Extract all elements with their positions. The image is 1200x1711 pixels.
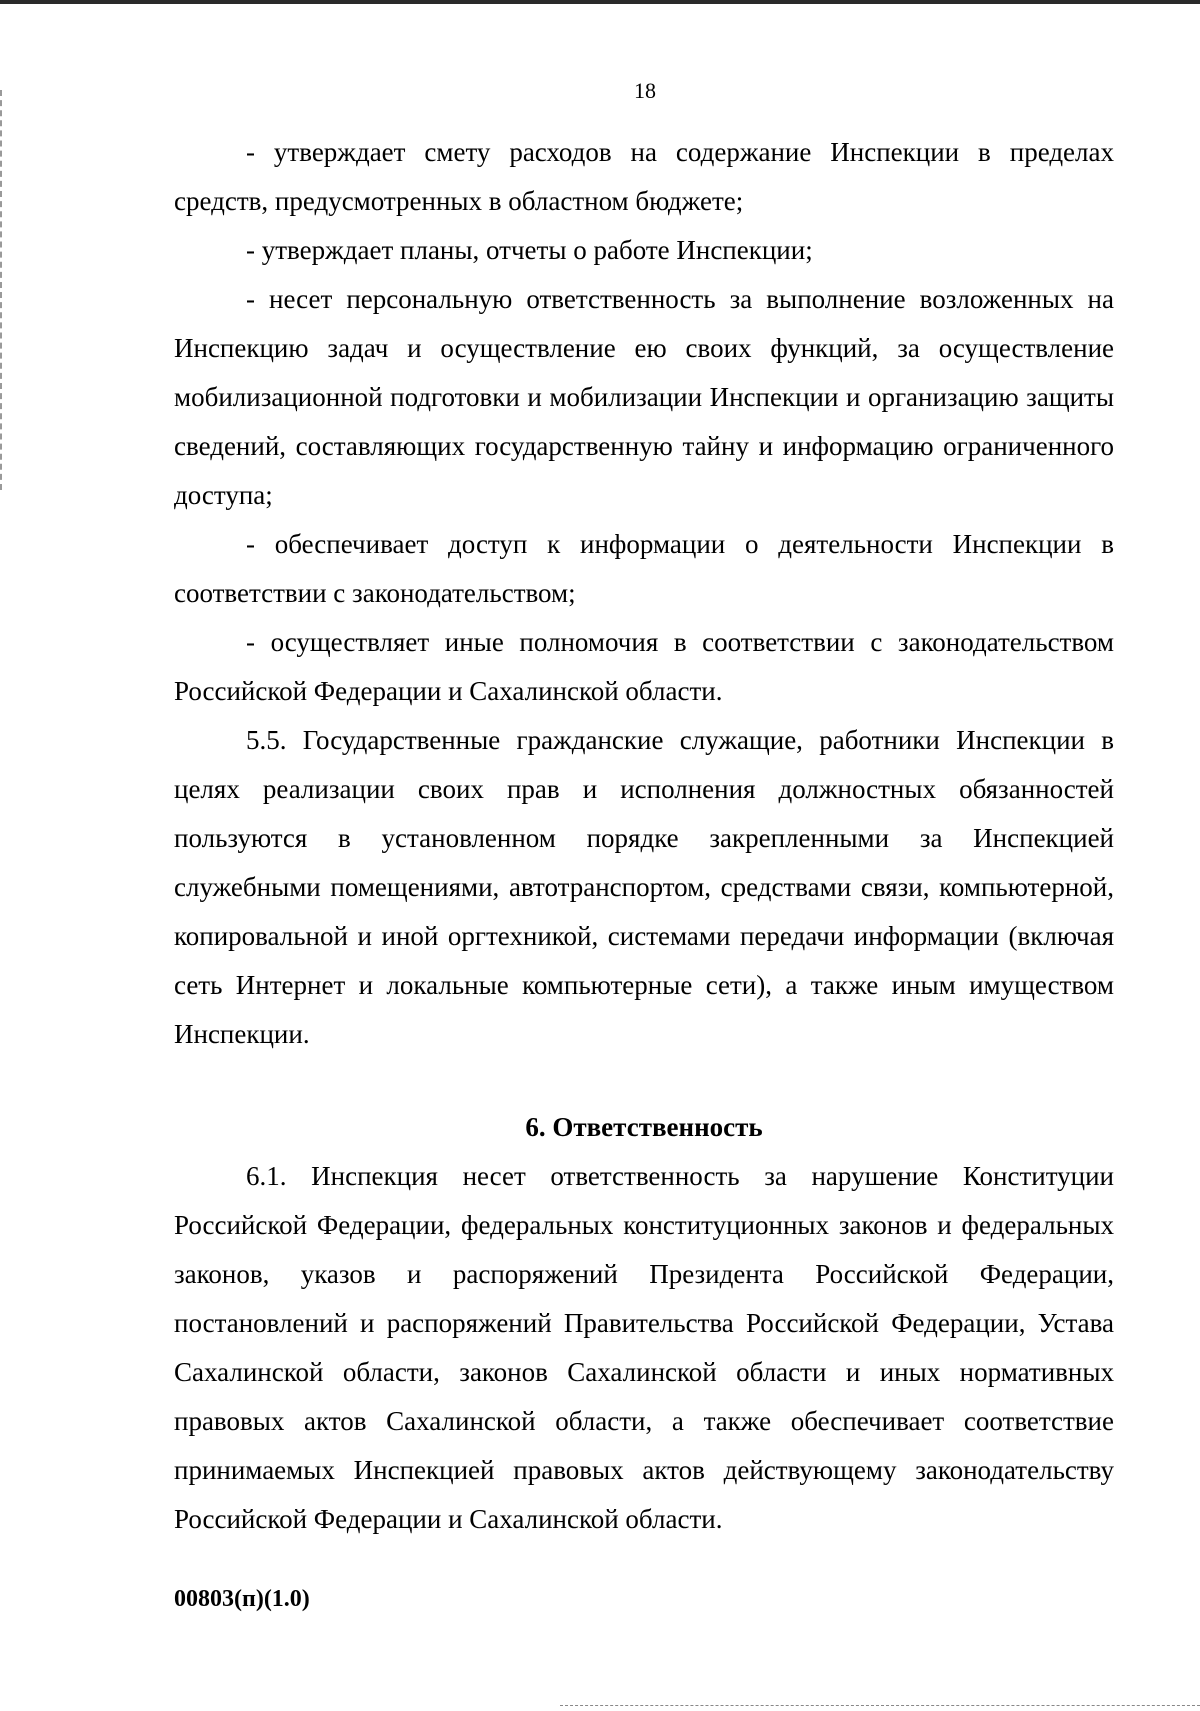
- scan-top-edge: [0, 0, 1200, 4]
- document-code: 00803(п)(1.0): [174, 1586, 310, 1612]
- paragraph-personal-responsibility: - несет персональную ответственность за выполнение возложенных на Инспекцию задач и осуществление ею своих функций, за осуществление мобилизационной подготовки и мобилизации Инспекции и организацию защиты сведений, составляющих государственную тайну и информацию ограниченного доступа;: [174, 284, 1114, 510]
- document-body: [174, 128, 1114, 1544]
- paragraph-plans-approval: - утверждает планы, отчеты о работе Инспекции;: [246, 235, 813, 265]
- paragraph-6-1: 6.1. Инспекция несет ответственность за нарушение Конституции Российской Федерации, федеральных конституционных законов и федеральных законов, указов и распоряжений Президента Российской Федерации, постановлений и распоряжений Правительства Российской Федерации, Устава Сахалинской области, законов Сахалинской области и иных нормативных правовых актов Сахалинской области, а также обеспечивает соответствие принимаемых Инспекцией правовых актов действующему законодательству Российской Федерации и Сахалинской области.: [174, 1161, 1114, 1534]
- paragraph-other-powers: - осуществляет иные полномочия в соответствии с законодательством Российской Федерации и Сахалинской области.: [174, 627, 1114, 706]
- scan-left-margin-marks: [0, 90, 5, 490]
- paragraph-5-5: 5.5. Государственные гражданские служащие, работники Инспекции в целях реализации своих прав и исполнения должностных обязанностей пользуются в установленном порядке закрепленными за Инспекцией служебными помещениями, автотранспортом, средствами связи, компьютерной, копировальной и иной оргтехникой, системами передачи информации (включая сеть Интернет и локальные компьютерные сети), а также иным имуществом Инспекции.: [174, 725, 1114, 1049]
- scan-bottom-edge: [560, 1705, 1200, 1707]
- section-heading-responsibility: 6. Ответственность: [525, 1112, 763, 1142]
- paragraph-information-access: - обеспечивает доступ к информации о деятельности Инспекции в соответствии с законодательством;: [174, 529, 1114, 608]
- paragraph-estimate-approval: - утверждает смету расходов на содержание Инспекции в пределах средств, предусмотренных в областном бюджете;: [174, 137, 1114, 216]
- page-number: 18: [634, 78, 656, 103]
